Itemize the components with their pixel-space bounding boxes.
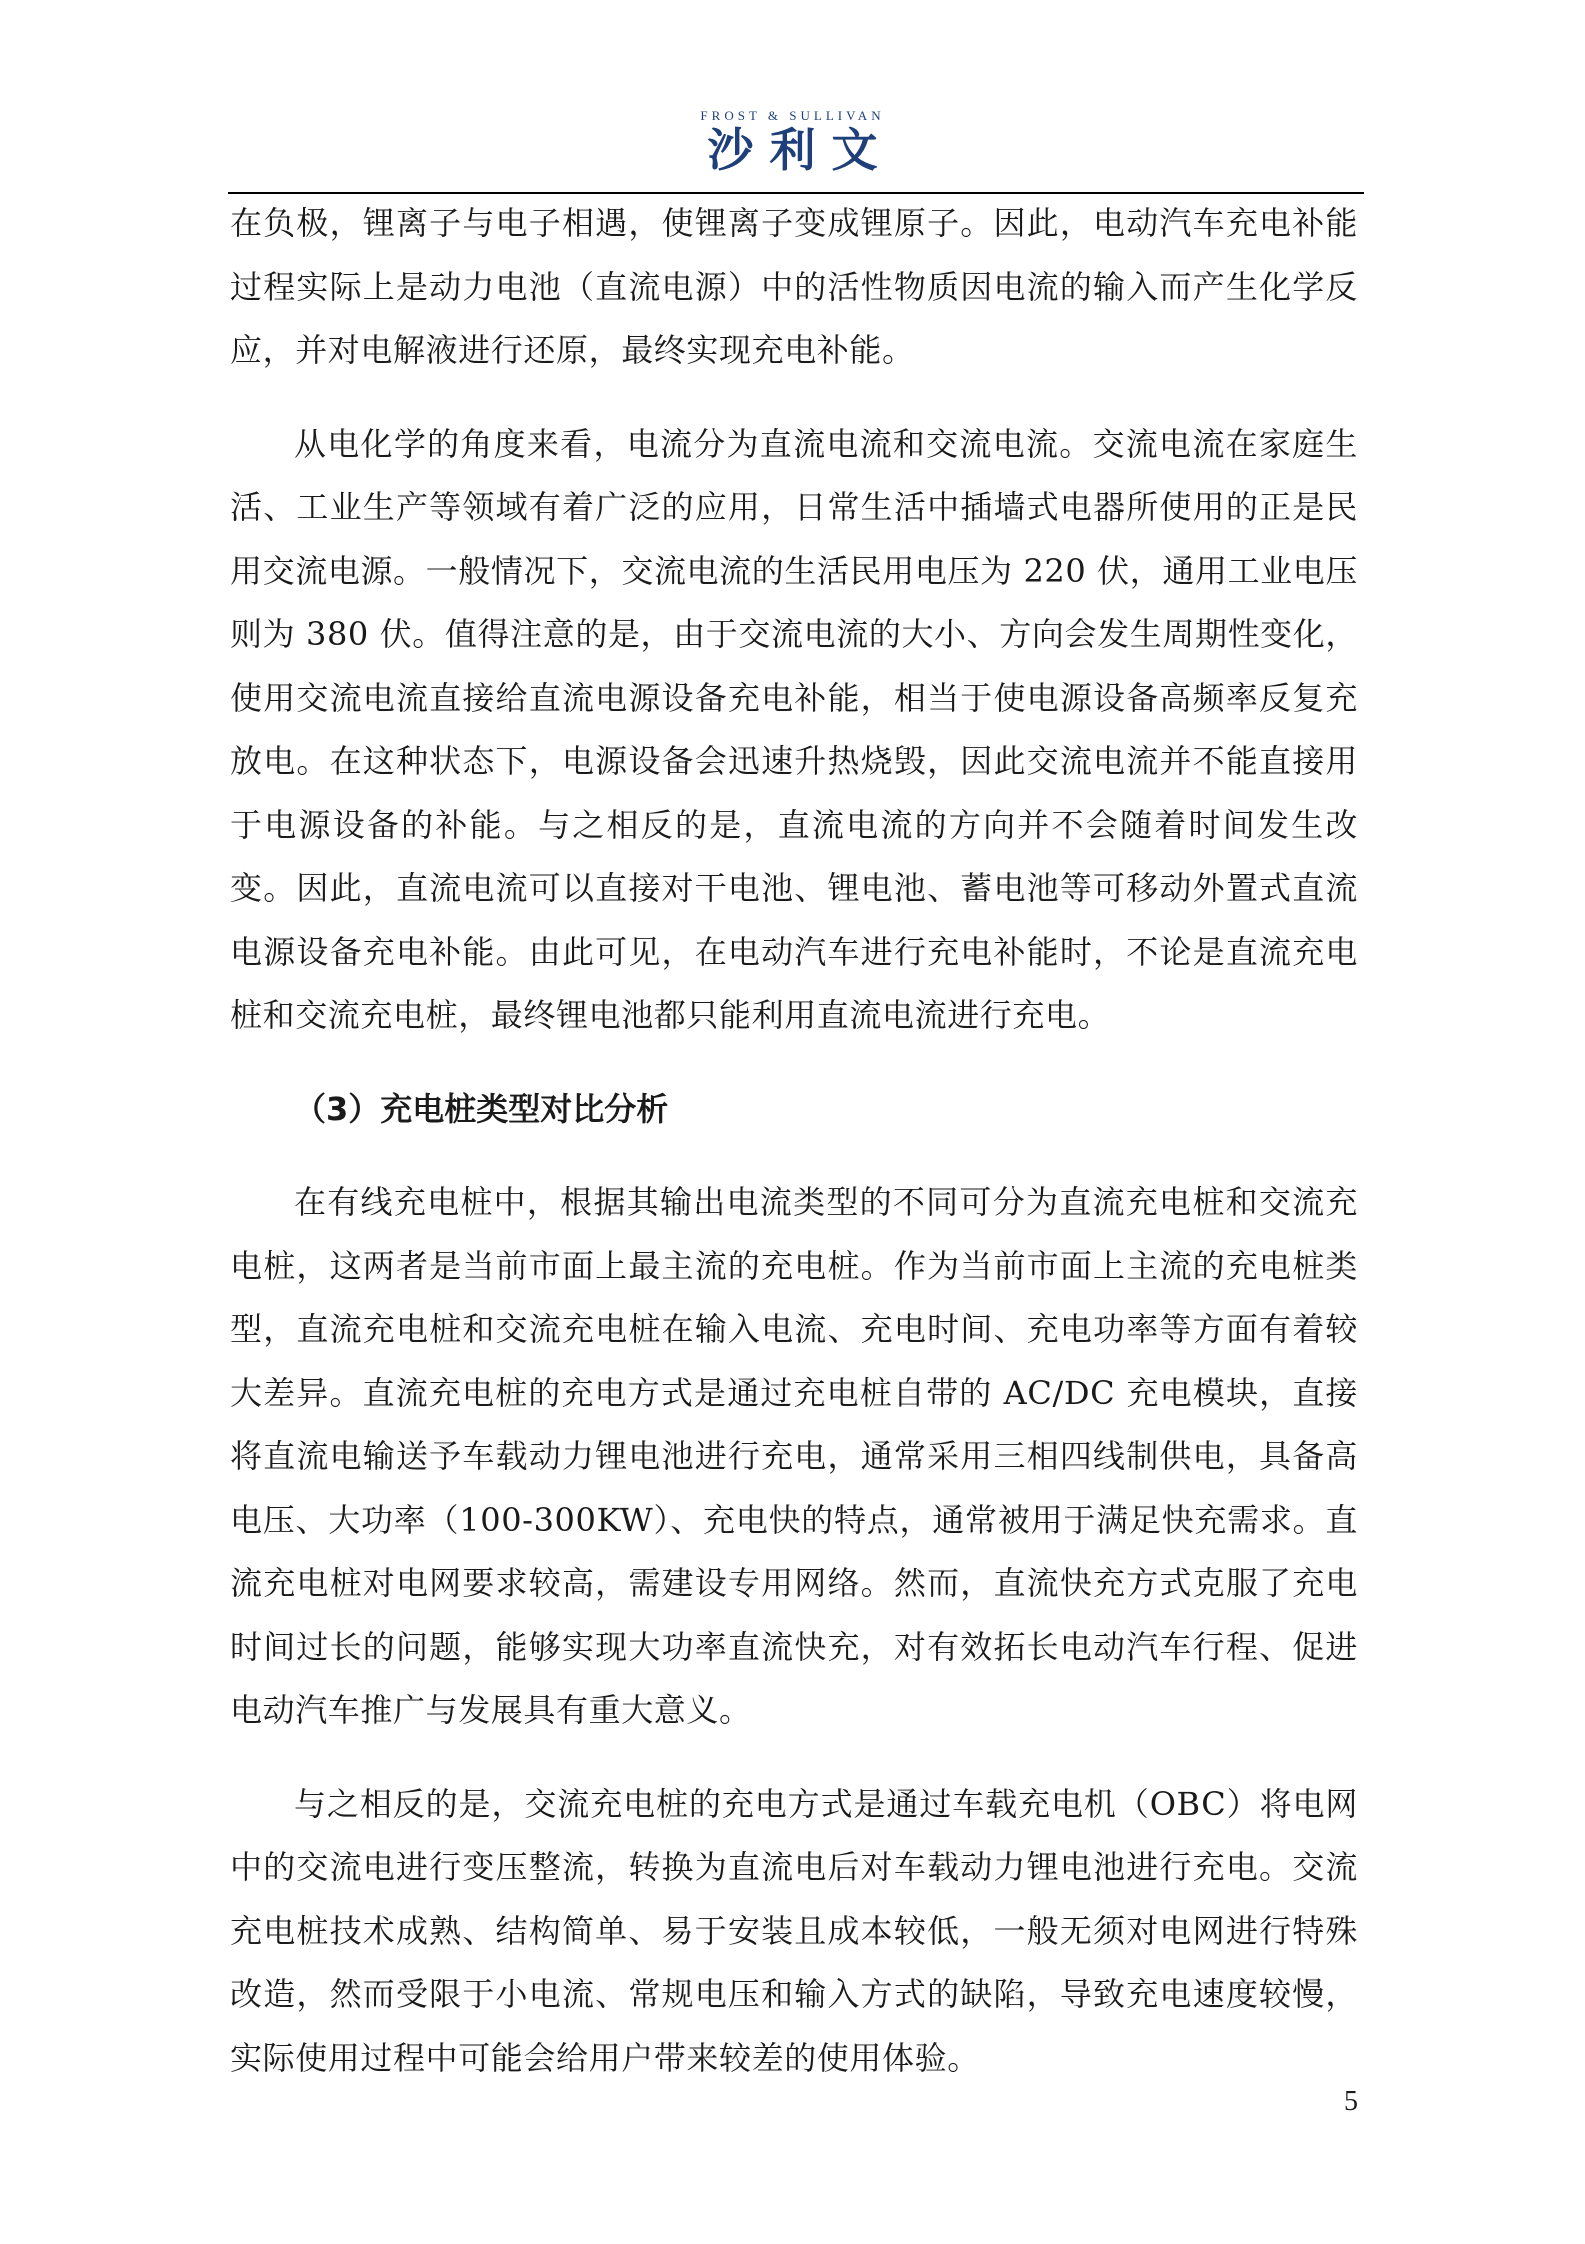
paragraph-dc-charging: 在有线充电桩中，根据其输出电流类型的不同可分为直流充电桩和交流充电桩，这两者是当前市面上最主流的充电桩。作为当前市面上主流的充电桩类型，直流充电桩和交流充电桩在输入电流、充电时间、充电功率等方面有着较大差异。直流充电桩的充电方式是通过充电桩自带的 AC/DC 充电模块，直接将直流电输送予车载动力锂电池进行充电，通常采用三相四线制供电，具备高电压、大功率（100-300KW）、充电快的特点，通常被用于满足快充需求。直流充电桩对电网要求较高，需建设专用网络。然而，直流快充方式克服了充电时间过长的问题，能够实现大功率直流快充，对有效拓长电动汽车行程、促进电动汽车推广与发展具有重大意义。: [230, 1183, 1358, 1729]
paragraph-continuation: 在负极，锂离子与电子相遇，使锂离子变成锂原子。因此，电动汽车充电补能过程实际上是动力电池（直流电源）中的活性物质因电流的输入而产生化学反应，并对电解液进行还原，最终实现充电补能。: [230, 204, 1358, 369]
brand-logo-chinese: 沙利文: [707, 123, 894, 177]
paragraph-ac-charging: 与之相反的是，交流充电桩的充电方式是通过车载充电机（OBC）将电网中的交流电进行变压整流，转换为直流电后对车载动力锂电池进行充电。交流充电桩技术成熟、结构简单、易于安装且成本较低，一般无须对电网进行特殊改造，然而受限于小电流、常规电压和输入方式的缺陷，导致充电速度较慢，实际使用过程中可能会给用户带来较差的使用体验。: [230, 1784, 1358, 2077]
page-header: [0, 108, 1585, 176]
document-body: [230, 192, 1358, 2090]
paragraph-electrochemistry: 从电化学的角度来看，电流分为直流电流和交流电流。交流电流在家庭生活、工业生产等领域有着广泛的应用，日常生活中插墙式电器所使用的正是民用交流电源。一般情况下，交流电流的生活民用电压为 220 伏，通用工业电压则为 380 伏。值得注意的是，由于交流电流的大小、方向会发生周期性变化，使用交流电流直接给直流电源设备充电补能，相当于使电源设备高频率反复充放电。在这种状态下，电源设备会迅速升热烧毁，因此交流电流并不能直接用于电源设备的补能。与之相反的是，直流电流的方向并不会随着时间发生改变。因此，直流电流可以直接对干电池、锂电池、蓄电池等可移动外置式直流电源设备充电补能。由此可见，在电动汽车进行充电补能时，不论是直流充电桩和交流充电桩，最终锂电池都只能利用直流电流进行充电。: [230, 424, 1358, 1034]
brand-logo-english: FROST & SULLIVAN: [700, 108, 885, 123]
page-number: 5: [1344, 2086, 1358, 2117]
section-heading: （3）充电桩类型对比分析: [294, 1089, 669, 1128]
